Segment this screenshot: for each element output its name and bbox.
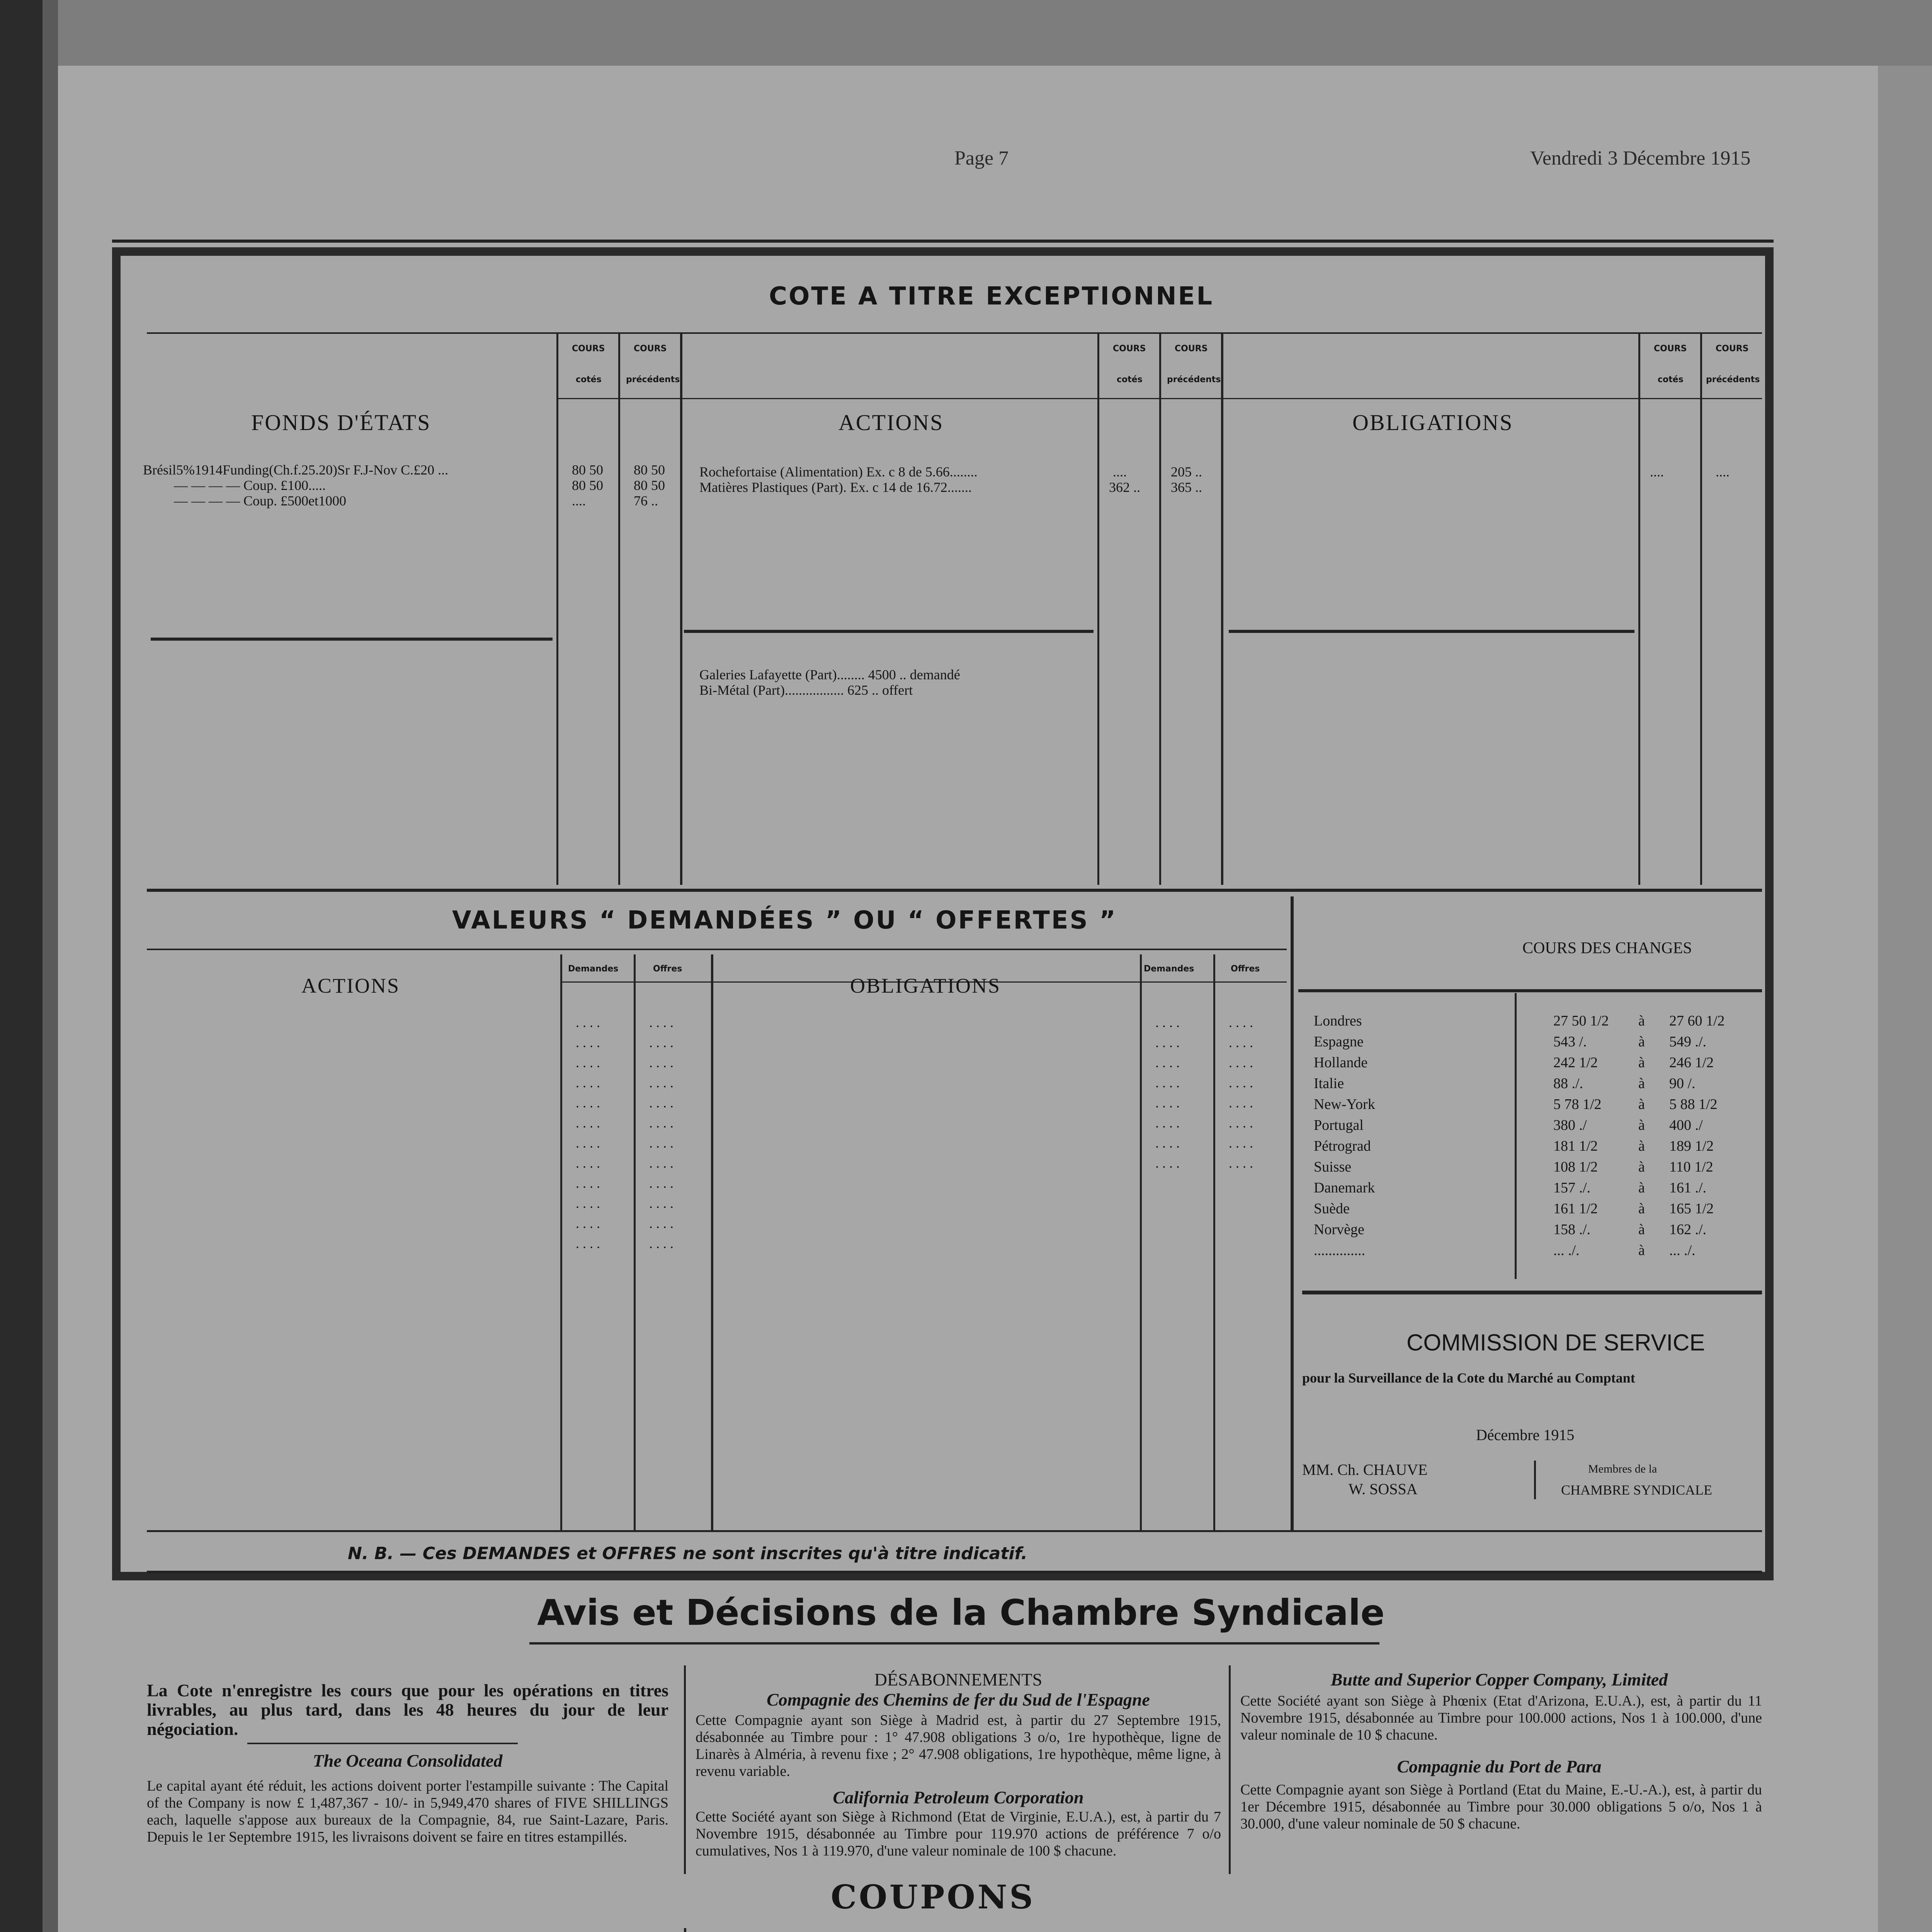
fx-city: Hollande	[1314, 1054, 1368, 1071]
espagne-title: Compagnie des Chemins de fer du Sud de l'Espagne	[767, 1690, 1150, 1709]
avis-title-underline	[529, 1642, 1379, 1645]
actions-extra-line: Galeries Lafayette (Part)........ 4500 .. demandé	[699, 667, 960, 682]
commission-title: COMMISSION DE SERVICE	[1406, 1330, 1705, 1355]
dots: . . . .	[649, 1196, 673, 1211]
fx-city: Pétrograd	[1314, 1138, 1371, 1154]
fx-sep: à	[1638, 1034, 1645, 1050]
actions-oblig-divider	[1221, 332, 1223, 885]
dots: . . . .	[1229, 1155, 1253, 1171]
butte-title: Butte and Superior Copper Company, Limited	[1330, 1670, 1668, 1689]
fx-bid: 157 ./.	[1553, 1180, 1591, 1196]
dots: . . . .	[649, 1155, 673, 1171]
cours-header: COURS	[1716, 344, 1749, 354]
changes-title: COURS DES CHANGES	[1522, 939, 1692, 957]
dots: . . . .	[649, 1236, 673, 1251]
actions-row-label: Rochefortaise (Alimentation) Ex. c 8 de 5.66........	[699, 464, 978, 480]
dots: . . . .	[649, 1115, 673, 1131]
dots: . . . .	[1155, 1135, 1180, 1151]
fx-ask: 5 88 1/2	[1669, 1096, 1718, 1112]
changes-title-rule	[1298, 989, 1762, 992]
dots: . . . .	[576, 1035, 600, 1050]
oblig-col-rule-2	[1700, 332, 1702, 885]
actions-end-rule	[684, 630, 1094, 633]
cours-header: COURS	[572, 344, 605, 354]
fx-bid: 108 1/2	[1553, 1159, 1598, 1175]
fonds-row-cotes: ....	[572, 493, 586, 509]
fx-city: Londres	[1314, 1013, 1362, 1029]
para-title: Compagnie du Port de Para	[1397, 1757, 1602, 1776]
dots: . . . .	[576, 1175, 600, 1191]
fx-ask: 161 ./.	[1669, 1180, 1707, 1196]
fx-bid: 5 78 1/2	[1553, 1096, 1602, 1112]
fx-city: Suède	[1314, 1201, 1350, 1217]
fx-city: Espagne	[1314, 1034, 1364, 1050]
changes-col-rule	[1515, 993, 1517, 1279]
fx-sep: à	[1638, 1180, 1645, 1196]
fx-bid: 380 ./	[1553, 1117, 1587, 1133]
cotes-header: cotés	[1117, 375, 1143, 384]
fx-sep: à	[1638, 1221, 1645, 1238]
actions-row-prec: 365 ..	[1171, 480, 1202, 495]
dots: . . . .	[1229, 1095, 1253, 1111]
valeurs-col-rule-4	[1213, 954, 1215, 1530]
commission-brace	[1534, 1461, 1536, 1499]
valeurs-title: VALEURS “ DEMANDÉES ” OU “ OFFERTES ”	[452, 906, 1117, 935]
dots: . . . .	[649, 1095, 673, 1111]
fx-ask: 246 1/2	[1669, 1054, 1714, 1071]
fx-city: Italie	[1314, 1075, 1344, 1092]
header-rule	[112, 240, 1774, 243]
avis-intro-rule	[247, 1743, 518, 1744]
fx-sep: à	[1638, 1138, 1645, 1154]
valeurs-obligations-title: OBLIGATIONS	[850, 974, 1001, 997]
actions-extra-line: Bi-Métal (Part)................. 625 .. offert	[699, 682, 913, 698]
dots: . . . .	[576, 1196, 600, 1211]
precedents-header: précédents	[626, 375, 680, 384]
oblig-row-prec: ....	[1716, 464, 1730, 480]
dots: . . . .	[1229, 1135, 1253, 1151]
fx-sep: à	[1638, 1201, 1645, 1217]
valeurs-col-rule-3	[1140, 954, 1142, 1530]
dots: . . . .	[649, 1035, 673, 1050]
page-edge	[1878, 66, 1932, 1932]
fx-ask: ... ./.	[1669, 1242, 1696, 1259]
oblig-col-rule	[1638, 332, 1640, 885]
demandes-header: Demandes	[568, 964, 619, 974]
book-gutter	[43, 0, 58, 1932]
actions-title: ACTIONS	[838, 410, 944, 435]
oblig-row-cotes: ....	[1650, 464, 1664, 480]
avis-col-rule-1	[684, 1665, 686, 1874]
fonds-actions-divider	[680, 332, 682, 885]
fx-sep: à	[1638, 1054, 1645, 1071]
fx-city: Norvège	[1314, 1221, 1364, 1238]
california-text: Cette Société ayant son Siège à Richmond (Etat de Virginie, E.U.A.), est, à partir du 7 Novembre 1915, désabonnée au Timbre pour 119.970 actions de préférence 7 o/o cumulatives, Nos 1 à 119.970, d'une valeur nominale de 100 $ chacune.	[696, 1809, 1221, 1859]
actions-col-rule	[1097, 332, 1099, 885]
offres-header: Offres	[653, 964, 682, 974]
fonds-row-cotes: 80 50	[572, 462, 603, 478]
changes-bottom-rule	[1302, 1291, 1762, 1294]
fx-city: Suisse	[1314, 1159, 1352, 1175]
fonds-row-cotes: 80 50	[572, 478, 603, 493]
commission-role-1: Membres de la	[1588, 1463, 1657, 1475]
fx-sep: à	[1638, 1013, 1645, 1029]
fx-bid: 161 1/2	[1553, 1201, 1598, 1217]
avis-col-rule-2	[1229, 1665, 1231, 1874]
butte-text: Cette Société ayant son Siège à Phœnix (Etat d'Arizona, E.U.A.), est, à partir du 11 Novembre 1915, désabonnée au Timbre pour 100.000 actions, Nos 1 à 100.000, d'une valeur nominale de 10 $ chacune.	[1240, 1693, 1762, 1743]
fx-sep: à	[1638, 1075, 1645, 1092]
fx-bid: 543 /.	[1553, 1034, 1587, 1050]
valeurs-changes-divider	[1291, 896, 1294, 1530]
valeurs-actions-divider	[711, 954, 713, 1530]
avis-intro: La Cote n'enregistre les cours que pour les opérations en titres livrables, au plus tard, dans les 48 heures du jour de leur négociation.	[147, 1680, 668, 1739]
dots: . . . .	[576, 1236, 600, 1251]
actions-row-cotes: 362 ..	[1109, 480, 1140, 495]
desab-title: DÉSABONNEMENTS	[874, 1670, 1043, 1689]
fx-ask: 400 ./	[1669, 1117, 1703, 1133]
fonds-title: FONDS D'ÉTATS	[251, 410, 431, 435]
fx-bid: 181 1/2	[1553, 1138, 1598, 1154]
fx-bid: 158 ./.	[1553, 1221, 1591, 1238]
coupons-divider	[684, 1928, 686, 1932]
dots: . . . .	[576, 1055, 600, 1070]
dots: . . . .	[1155, 1015, 1180, 1030]
valeurs-col-rule-2	[634, 954, 636, 1530]
commission-member-2: W. SOSSA	[1349, 1480, 1418, 1498]
fonds-row-prec: 80 50	[634, 462, 665, 478]
espagne-text: Cette Compagnie ayant son Siège à Madrid est, à partir du 27 Septembre 1915, désabonnée au Timbre pour : 1° 47.908 obligations 3 o/o, 1re hypothèque, ligne de Linarès à Alméria, à revenu fixe ; 2° 47.908 obligations, 1re hypothèque, même ligne, à revenu variable.	[696, 1712, 1221, 1779]
fx-bid: 88 ./.	[1553, 1075, 1583, 1092]
dots: . . . .	[576, 1075, 600, 1090]
demandes-actions-list	[576, 1012, 600, 1253]
dots: . . . .	[576, 1015, 600, 1030]
commission-subtitle: pour la Surveillance de la Cote du Marché au Comptant	[1302, 1370, 1635, 1386]
dots: . . . .	[649, 1055, 673, 1070]
cote-title-rule	[147, 332, 1762, 334]
dots: . . . .	[1229, 1055, 1253, 1070]
dots: . . . .	[1229, 1015, 1253, 1030]
coupons-big-title: COUPONS	[831, 1878, 1036, 1916]
oceana-title: The Oceana Consolidated	[313, 1751, 503, 1770]
dots: . . . .	[1229, 1035, 1253, 1050]
offres-actions-list	[649, 1012, 673, 1253]
fonds-row-prec: 80 50	[634, 478, 665, 493]
dots: . . . .	[1155, 1095, 1180, 1111]
dots: . . . .	[576, 1155, 600, 1171]
cours-header: COURS	[634, 344, 667, 354]
fx-sep: à	[1638, 1242, 1645, 1259]
cours-header-rule	[556, 398, 1762, 399]
california-title: California Petroleum Corporation	[833, 1787, 1084, 1807]
actions-row-prec: 205 ..	[1171, 464, 1202, 480]
fx-ask: 549 ./.	[1669, 1034, 1707, 1050]
fx-city: ..............	[1314, 1242, 1365, 1259]
fonds-col-rule-2	[618, 332, 620, 885]
fx-city: New-York	[1314, 1096, 1375, 1112]
fx-bid: ... ./.	[1553, 1242, 1580, 1259]
fonds-row-label: — — — — Coup. £500et1000	[174, 493, 346, 509]
demandes-oblig-list	[1155, 1012, 1180, 1173]
fx-ask: 110 1/2	[1669, 1159, 1713, 1175]
dots: . . . .	[576, 1216, 600, 1231]
valeurs-actions-title: ACTIONS	[301, 974, 400, 997]
fx-ask: 90 /.	[1669, 1075, 1696, 1092]
fx-bid: 242 1/2	[1553, 1054, 1598, 1071]
fx-ask: 165 1/2	[1669, 1201, 1714, 1217]
dots: . . . .	[649, 1075, 673, 1090]
fx-ask: 162 ./.	[1669, 1221, 1707, 1238]
cours-header: COURS	[1654, 344, 1687, 354]
valeurs-note: N. B. — Ces DEMANDES et OFFRES ne sont inscrites qu'à titre indicatif.	[348, 1544, 1027, 1563]
fonds-row-prec: 76 ..	[634, 493, 658, 509]
oblig-end-rule	[1229, 630, 1634, 633]
dots: . . . .	[576, 1135, 600, 1151]
dots: . . . .	[576, 1115, 600, 1131]
cotes-header: cotés	[1658, 375, 1684, 384]
offres-header: Offres	[1231, 964, 1260, 974]
dots: . . . .	[1155, 1075, 1180, 1090]
valeurs-bottom-rule	[147, 1530, 1762, 1532]
actions-col-rule-2	[1159, 332, 1161, 885]
book-binding	[0, 0, 43, 1932]
fx-sep: à	[1638, 1096, 1645, 1112]
cote-title: COTE A TITRE EXCEPTIONNEL	[769, 282, 1214, 311]
dots: . . . .	[1155, 1155, 1180, 1171]
fx-city: Portugal	[1314, 1117, 1364, 1133]
dots: . . . .	[576, 1095, 600, 1111]
dots: . . . .	[649, 1216, 673, 1231]
dots: . . . .	[649, 1175, 673, 1191]
dots: . . . .	[649, 1015, 673, 1030]
fonds-row-label: — — — — Coup. £100.....	[174, 478, 326, 493]
actions-row-label: Matières Plastiques (Part). Ex. c 14 de 16.72.......	[699, 480, 972, 495]
dots: . . . .	[1155, 1055, 1180, 1070]
commission-role-2: CHAMBRE SYNDICALE	[1561, 1482, 1713, 1498]
avis-title: Avis et Décisions de la Chambre Syndicale	[537, 1592, 1385, 1633]
fx-ask: 189 1/2	[1669, 1138, 1714, 1154]
page-number: Page 7	[954, 147, 1009, 169]
precedents-header: précédents	[1706, 375, 1760, 384]
precedents-header: précédents	[1167, 375, 1221, 384]
para-text: Cette Compagnie ayant son Siège à Portland (Etat du Maine, E.-U.-A.), est, à partir du 1er Décembre 1915, désabonnée au Timbre pour 30.000 obligations 5 o/o, Nos 1 à 30.000, d'une valeur nominale de 50 $ chacune.	[1240, 1782, 1762, 1832]
fonds-end-rule	[151, 638, 553, 641]
actions-row-cotes: ....	[1113, 464, 1127, 480]
valeurs-col-rule	[560, 954, 562, 1530]
dots: . . . .	[1229, 1075, 1253, 1090]
fx-city: Danemark	[1314, 1180, 1375, 1196]
fx-sep: à	[1638, 1117, 1645, 1133]
commission-date: Décembre 1915	[1476, 1426, 1575, 1444]
cours-header: COURS	[1175, 344, 1208, 354]
dots: . . . .	[649, 1135, 673, 1151]
dots: . . . .	[1155, 1035, 1180, 1050]
cotes-header: cotés	[576, 375, 602, 384]
fx-sep: à	[1638, 1159, 1645, 1175]
fx-ask: 27 60 1/2	[1669, 1013, 1725, 1029]
offres-oblig-list	[1229, 1012, 1253, 1173]
fonds-row-label: Brésil5%1914Funding(Ch.f.25.20)Sr F.J-Nov C.£20 ...	[143, 462, 449, 478]
cote-bottom-rule	[147, 889, 1762, 892]
dots: . . . .	[1155, 1115, 1180, 1131]
demandes-header: Demandes	[1144, 964, 1194, 974]
fx-bid: 27 50 1/2	[1553, 1013, 1609, 1029]
dots: . . . .	[1229, 1115, 1253, 1131]
page-date: Vendredi 3 Décembre 1915	[1530, 147, 1751, 169]
avis-top-rule	[147, 1571, 1762, 1573]
cours-header: COURS	[1113, 344, 1146, 354]
oceana-text: Le capital ayant été réduit, les actions doivent porter l'estampille suivante : The Capital of the Company is now £ 1,487,367 - 10/- in 5,949,470 shares of FIVE SHILLINGS each, laquelle s'appose aux bureaux de la Compagnie, 84, rue Saint-Lazare, Paris. Depuis le 1er Septembre 1915, les livraisons doivent se faire en titres estampillés.	[147, 1778, 668, 1845]
valeurs-title-rule	[147, 949, 1287, 950]
obligations-title: OBLIGATIONS	[1352, 410, 1514, 435]
commission-member-1: MM. Ch. CHAUVE	[1302, 1461, 1428, 1478]
fonds-col-rule	[556, 332, 558, 885]
